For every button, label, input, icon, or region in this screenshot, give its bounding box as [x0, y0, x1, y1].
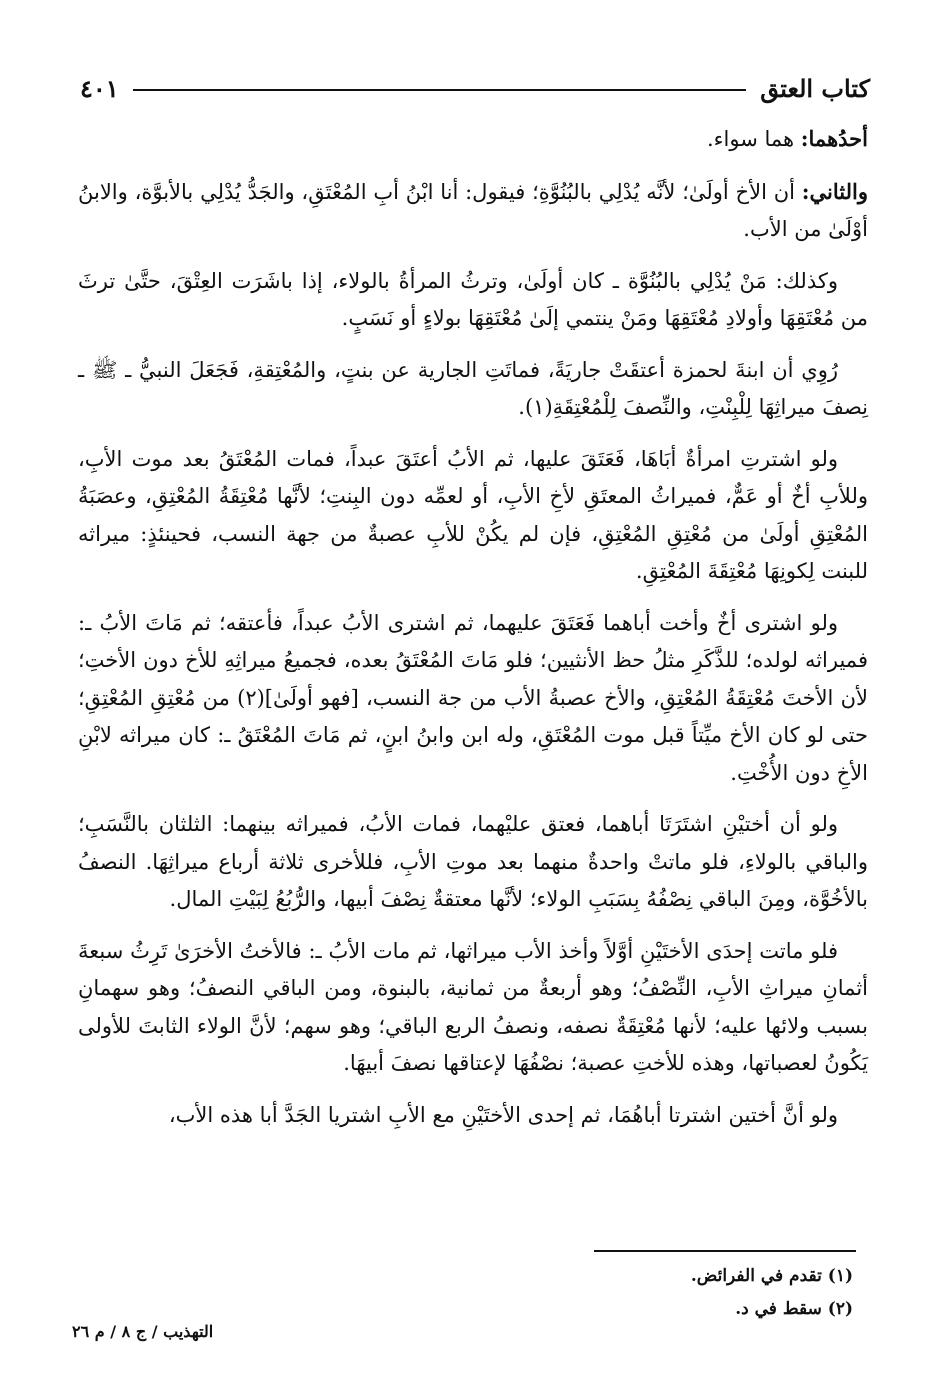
paragraph-lead: والثاني:: [801, 178, 868, 204]
running-header: [80, 70, 870, 106]
paragraph: [78, 352, 868, 427]
footnote: (٢) سقط في د.: [735, 1299, 853, 1319]
paragraph: [78, 173, 868, 249]
header-rule: [133, 89, 747, 91]
paragraph: [78, 441, 868, 591]
paragraph: [78, 605, 868, 793]
page-number: ٤٠١: [80, 73, 119, 103]
footnotes: [400, 1260, 853, 1326]
paragraph-text: رُوِي أن ابنةَ لحمزة أعتقَتْ جاريَةً، فماتَتِ الجارية عن بنتٍ، والمُعْتِقةِ، فَجَعَلَ النبيُّ ـ ﷺ ـ نِصفَ ميراثِهَا لِلْبِنْتِ، والنِّصفَ لِلْمُعْتِقَةِ(١).: [78, 357, 868, 419]
paragraph: [78, 263, 868, 338]
signature-mark: التهذيب / ج ٨ / م ٢٦: [72, 1322, 214, 1341]
paragraph-text: وكذلك: مَنْ يُدْلِي بالبُنُوَّة ـ كان أولَىٰ، وترثُ المرأةُ بالولاء، إذا باشَرَت العِتْقَ، حتَّىٰ ترثَ من مُعْتَقِهَا وأولادِ مُعْتَقِهَا ومَنْ ينتمي إلَىٰ مُعْتَقِهَا بولاءٍ أو نَسَبٍ.: [78, 268, 868, 330]
paragraph: [78, 806, 868, 919]
paragraph-text: ولو أنَّ أختين اشترتا أباهُمَا، ثم إحدى الأختَيْنِ مع الأبِ اشتريا الجَدَّ أبا هذه الأب،: [168, 1102, 838, 1127]
paragraph-text: أن الأخ أولَىٰ؛ لأنَّه يُدْلِي بالبُنُوَّةِ؛ فيقول: أنا ابْنُ أبِ المُعْتَقِ، والجَدُّ يُدْلِي بالأبوَّة، والابنُ أوْلَىٰ من الأب.: [78, 179, 868, 241]
paragraph: [78, 933, 868, 1083]
footnote: (١) تقدم في الفرائض.: [690, 1266, 853, 1286]
paragraph: [78, 1097, 868, 1135]
paragraph-text: ولو أن أختيْنِ اشتَرَتَا أباهما، فعتق عليْهما، فمات الأبُ، فميراثه بينهما: الثلثان بالنَّسَبِ؛ والباقي بالولاءِ، فلو ماتتْ واحدةٌ منهما بعد موتِ الأبِ، فللأخرى ثلاثة أرباع ميراثِهَا. النصفُ بالأخُوَّة، ومِنَ الباقي نِصْفُهُ بِسَبَبِ الولاء؛ لأنَّها معتقةٌ نِصْفَ أبيها، والرُّبُعُ لِبَيْتِ المال.: [78, 812, 868, 911]
footnote-rule: [594, 1250, 856, 1252]
paragraph-text: هما سواء.: [706, 127, 801, 151]
main-text: [78, 120, 868, 1148]
paragraph-text: ولو اشترتِ امرأةٌ أبَاهَا، فَعَتَقَ عليها، ثم الأبُ أعتَقَ عبداً، فمات المُعْتَقُ بعد موت الأبِ، وللأبِ أخٌ أو عَمٌّ، فميراثُ المعتَقِ لأخِ الأبِ، أو لعمِّه دون البِنتِ؛ لأنَّها مُعْتِقَةُ المُعْتِقِ، وعصَبَةُ المُعْتِقِ أولَىٰ من مُعْتِقِ المُعْتِقِ، فإن لم يكُنْ للأبِ عصبةٌ من جهة النسب، فحينئذٍ: ميراثه للبنت لِكونِهَا مُعْتِقَةَ المُعْتِقِ.: [78, 446, 868, 583]
paragraph: [78, 120, 868, 159]
paragraph-text: ولو اشترى أخٌ وأخت أباهما فَعَتَقَ عليهما، ثم اشترى الأبُ عبداً، فأعتقه؛ ثم مَاتَ الأبُ ـ: فميراثه لولده؛ للذَّكَرِ مثلُ حظ الأنثيين؛ فلو مَاتَ المُعْتَقُ بعده، فجميعُ ميراثِهِ للأخ دون الأختِ؛ لأن الأختَ مُعْتِقَةُ المُعْتِقِ، والأخ عصبةُ الأب من جة النسب، [فهو أولَىٰ](٢) من مُعْتِقِ المُعْتِقِ؛ حتى لو كان الأخ ميِّتاً قبل موت المُعْتَقِ، وله ابن وابنُ ابنٍ، ثم مَاتَ المُعْتَقُ ـ: كان ميراثه لابْنِ الأخِ دون الأُخْتِ.: [78, 610, 868, 785]
chapter-title: كتاب العتق: [760, 73, 870, 103]
paragraph-lead: أحدُهما:: [800, 126, 868, 151]
paragraph-text: فلو ماتت إحدَى الأختَيْنِ أوَّلاً وأخذ الأب ميراثها، ثم مات الأبُ ـ: فالأختُ الأخرَىٰ تَرِثُ سبعةَ أثمانِ ميراثِ الأبِ، النِّصْفُ؛ وهو أربعةٌ من ثمانية، بالبنوة، ومن الباقي النصفُ؛ وهو سهمانِ بسبب ولائها عليه؛ لأنها مُعْتِقَةٌ نصفه، ونصفُ الربع الباقي؛ وهو سهم؛ لأنَّ الولاء الثابتَ للأولى يَكُونُ لعصباتها، وهذه للأختِ عصبة؛ نصْفُهَا لإعتاقها نصفَ أبيهَا.: [78, 938, 868, 1075]
